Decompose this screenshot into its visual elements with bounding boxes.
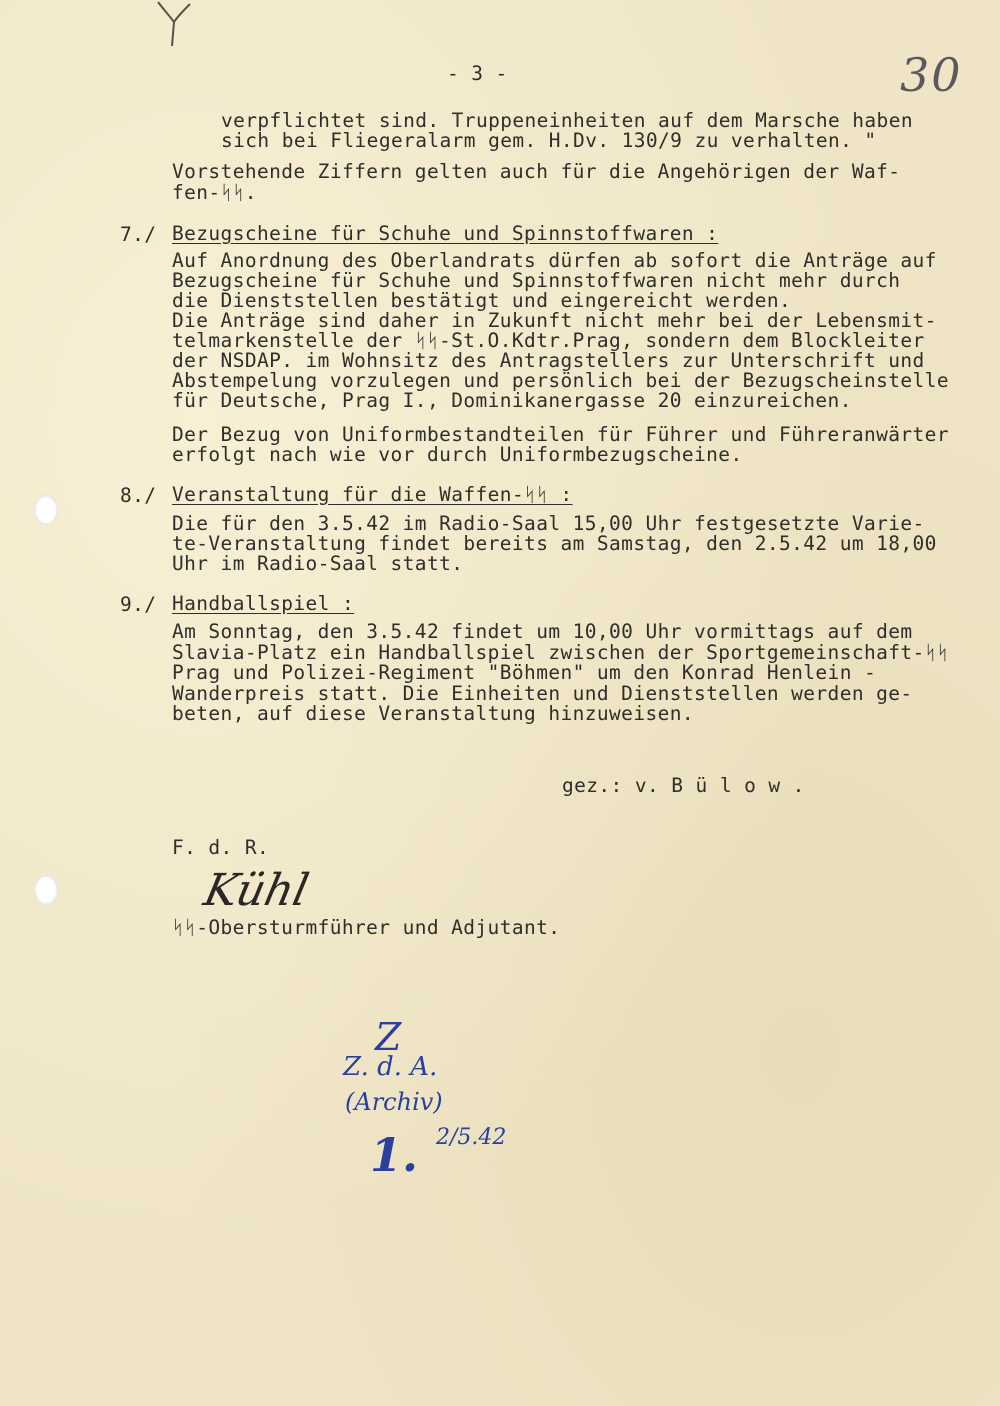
paragraph-line: Prag und Polizei-Regiment "Böhmen" um den Konrad Henlein -	[172, 661, 877, 684]
note-line: Vorstehende Ziffern gelten auch für die Angehörigen der Waf-	[172, 160, 901, 183]
paragraph-line: für Deutsche, Prag I., Dominikanergasse 20 einzureichen.	[172, 389, 852, 412]
handwritten-signature: Kühl	[199, 865, 314, 916]
annotation-mark-top: Z	[375, 1015, 402, 1059]
paragraph-line: Slavia-Platz ein Handballspiel zwischen der Sportgemeinschaft-ᛋᛋ	[172, 641, 949, 664]
section-number: 9./	[120, 593, 157, 616]
signer-title: ᛋᛋ-Obersturmführer und Adjutant.	[172, 916, 561, 939]
paragraph-line: Abstempelung vorzulegen und persönlich bei der Bezugscheinstelle	[172, 369, 949, 392]
annotation-mark: 1.	[370, 1128, 419, 1182]
section-number: 8./	[120, 484, 157, 507]
paragraph-line: Auf Anordnung des Oberlandrats dürfen ab sofort die Anträge auf	[172, 249, 937, 272]
paragraph-line: Der Bezug von Uniformbestandteilen für Führer und Führeranwärter	[172, 423, 949, 446]
paragraph-line: die Dienststellen bestätigt und eingereicht werden.	[172, 289, 792, 312]
paragraph-line: Bezugscheine für Schuhe und Spinnstoffwaren nicht mehr durch	[172, 269, 901, 292]
paragraph-line: telmarkenstelle der ᛋᛋ-St.O.Kdtr.Prag, sondern dem Blockleiter	[172, 329, 925, 352]
punch-hole-top	[34, 495, 58, 525]
signed-by: gez.: v. B ü l o w .	[562, 774, 805, 797]
section-heading: Bezugscheine für Schuhe und Spinnstoffwaren :	[172, 222, 719, 245]
note-line: fen-ᛋᛋ.	[172, 181, 257, 204]
paragraph-line: Die Anträge sind daher in Zukunft nicht mehr bei der Lebensmit-	[172, 309, 937, 332]
punch-hole-bottom	[34, 875, 58, 905]
folio-number: 30	[900, 48, 963, 102]
page-number: - 3 -	[447, 62, 508, 85]
section-number: 7./	[120, 223, 157, 246]
annotation-date: 2/5.42	[436, 1125, 507, 1150]
paragraph-line: te-Veranstaltung findet bereits am Samstag, den 2.5.42 um 18,00	[172, 532, 937, 555]
annotation-line: Z. d. A.	[343, 1052, 438, 1082]
staple-mark-icon	[150, 0, 200, 50]
paragraph-line: beten, auf diese Veranstaltung hinzuweisen.	[172, 702, 695, 725]
paragraph-line: Wanderpreis statt. Die Einheiten und Dienststellen werden ge-	[172, 682, 913, 705]
paragraph-line: erfolgt nach wie vor durch Uniformbezugscheine.	[172, 443, 743, 466]
intro-line: verpflichtet sind. Truppeneinheiten auf dem Marsche haben	[221, 109, 913, 132]
section-heading: Handballspiel :	[172, 592, 355, 615]
annotation-line: (Archiv)	[345, 1088, 443, 1116]
paragraph-line: Uhr im Radio-Saal statt.	[172, 552, 464, 575]
fdr-label: F. d. R.	[172, 836, 270, 859]
section-heading: Veranstaltung für die Waffen-ᛋᛋ :	[172, 483, 573, 506]
paragraph-line: der NSDAP. im Wohnsitz des Antragstellers zur Unterschrift und	[172, 349, 925, 372]
paragraph-line: Am Sonntag, den 3.5.42 findet um 10,00 Uhr vormittags auf dem	[172, 620, 913, 643]
paragraph-line: Die für den 3.5.42 im Radio-Saal 15,00 Uhr festgesetzte Varie-	[172, 512, 925, 535]
intro-line: sich bei Fliegeralarm gem. H.Dv. 130/9 zu verhalten. "	[221, 129, 877, 152]
